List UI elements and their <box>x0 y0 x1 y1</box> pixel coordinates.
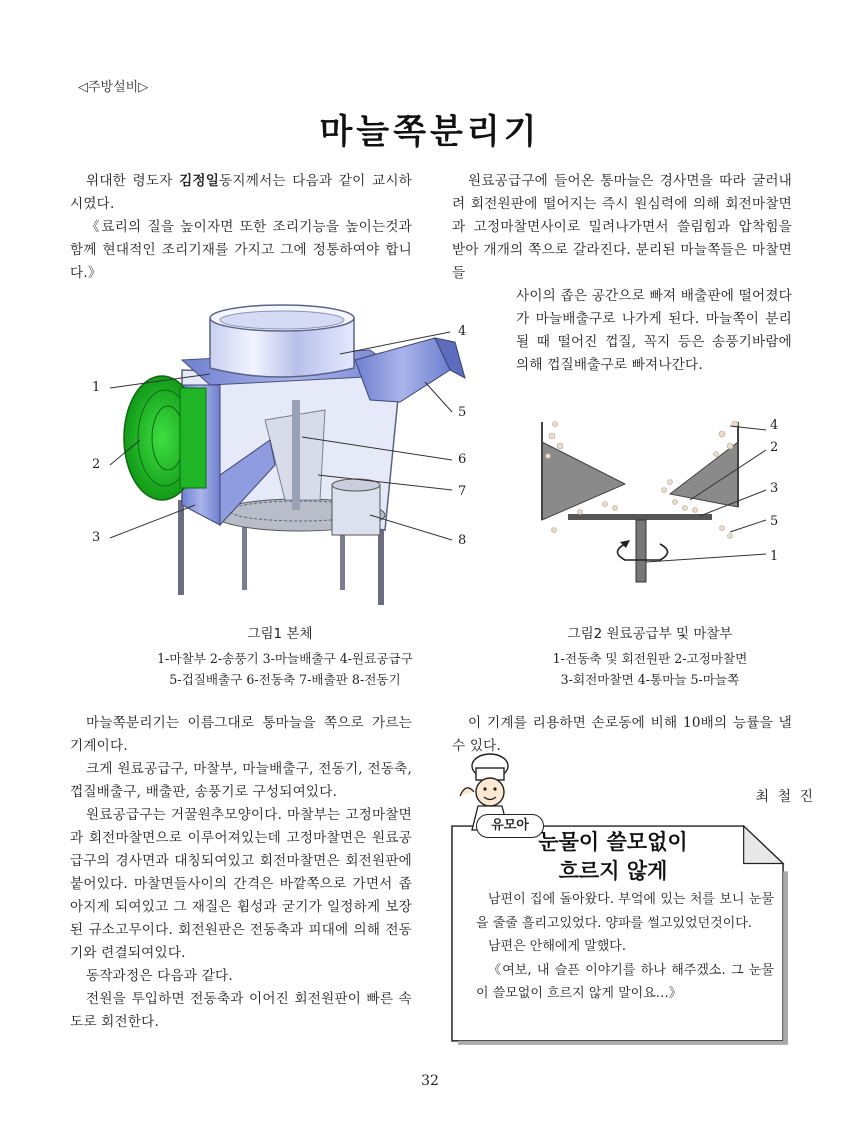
author-name: 최 철 진 <box>755 789 815 805</box>
intro-post: 동지께서는 다음과 같이 교시하시였다. <box>70 173 413 212</box>
humor-title-line2: 흐르지 않게 <box>558 859 668 883</box>
body-paragraph: 원료공급구는 거꿀원추모양이다. 마찰부는 고정마찰면과 회전마찰면으로 이루어져있는데 고정마찰면은 원료공급구의 경사면과 대칭되여있고 회전마찰면은 회전원판에 붙어있다. 마찰면들사이의 간격은 바깥쪽으로 가면서 좁아지게 되여있고 그 재질은 휨성과 굳기가 일정하게 보장된 규소고무이다. 회전원판은 전동축과 피대에 의해 전동기와 련결되여있다. <box>70 807 412 961</box>
figure1-legend <box>60 648 510 690</box>
body-paragraph: 크게 원료공급구, 마찰부, 마늘배출구, 전동기, 전동축, 껍질배출구, 배출판, 송풍기로 구성되여있다. <box>70 761 412 800</box>
humor-text <box>476 888 774 1006</box>
page-number: 32 <box>421 1073 439 1089</box>
figure2-legend-line1: 1-전동축 및 회전원판 2-고정마찰면 <box>552 651 748 666</box>
machine-leg <box>242 520 247 590</box>
machine-leg <box>178 500 184 595</box>
humor-title-line1: 눈물이 쓸모없이 <box>538 830 688 854</box>
figure2-caption: 그림2 원료공급부 및 마찰부 <box>567 626 733 642</box>
fig1-callout-1: 1 <box>92 380 101 395</box>
figure2-legend <box>490 648 810 690</box>
drive-shaft <box>636 520 646 582</box>
fig1-callout-5: 5 <box>458 405 467 420</box>
article-title: 마늘쪽분리기 <box>319 112 541 152</box>
fig2-callout-5: 5 <box>770 514 779 529</box>
husk-outlet-chute <box>355 338 450 402</box>
fig1-callout-8: 8 <box>458 533 467 548</box>
fig1-callout-4: 4 <box>458 324 467 339</box>
fig2-callout-2: 2 <box>770 440 779 455</box>
fixed-friction-cone-right <box>670 442 738 507</box>
humor-badge: 유모아 <box>476 814 544 838</box>
fig1-callout-6: 6 <box>458 452 467 467</box>
intro-quote: 《료리의 질을 높이자면 또한 조리기능을 높이는것과 함께 현대적인 조리기재를 가지고 그에 정통하여야 합니다.》 <box>70 219 412 281</box>
leader-name: 김정일 <box>179 173 220 189</box>
fig2-callout-3: 3 <box>770 481 779 496</box>
figure1-legend-line2: 5-겁질배출구 6-전동축 7-배출판 8-전동기 <box>169 672 401 687</box>
machine-leg <box>340 530 345 590</box>
figure1-machine-illustration <box>70 290 490 620</box>
figure2-legend-line2: 3-회전마찰면 4-통마늘 5-마늘쪽 <box>560 672 740 687</box>
figure1-legend-line1: 1-마찰부 2-송풍기 3-마늘배출구 4-원료공급구 <box>157 651 413 666</box>
humor-paragraph: 《여보, 내 슬픈 이야기를 하나 해주겠소. 그 눈물이 쓸모없이 흐르지 않게 말이요…》 <box>476 962 774 1001</box>
fig1-callout-2: 2 <box>92 457 101 472</box>
intro-teaching <box>70 170 412 216</box>
section-tag: ◁주방설비▷ <box>78 80 149 95</box>
right-wrap-text <box>516 285 792 377</box>
humor-paragraph: 남편은 안해에게 말했다. <box>488 939 626 954</box>
figure2-cross-section <box>530 412 770 597</box>
right-top-text <box>452 170 792 285</box>
body-paragraph: 동작과정은 다음과 같다. <box>86 968 233 984</box>
fig1-callout-7: 7 <box>458 484 467 499</box>
drive-shaft <box>292 400 300 510</box>
fig1-callout-3: 3 <box>92 530 101 545</box>
figure1-caption: 그림1 본체 <box>247 626 313 642</box>
motor <box>332 485 380 535</box>
fig2-callout-4: 4 <box>770 418 779 433</box>
body-paragraph: 마늘쪽분리기는 이름그대로 통마늘을 쪽으로 가르는 기계이다. <box>70 715 412 754</box>
intro-block <box>70 170 412 285</box>
right-top-paragraph: 원료공급구에 들어온 통마늘은 경사면을 따라 굴러내려 회전원판에 떨어지는 즉시 원심력에 의해 회전마찰면과 고정마찰면사이로 밀려나가면서 쓸림힘과 압착힘을 받아 개개의 쪽으로 갈라진다. 분리된 마늘쪽들은 마찰면들 <box>452 173 792 281</box>
body-left <box>70 712 412 1034</box>
humor-title <box>448 828 778 886</box>
fig2-callout-1: 1 <box>770 549 779 564</box>
rotating-disc <box>568 514 712 520</box>
humor-paragraph: 남편이 집에 돌아왔다. 부엌에 있는 처를 보니 눈물을 줄줄 흘리고있었다. 양파를 썰고있었던것이다. <box>476 892 774 931</box>
right-wrap-paragraph: 사이의 좁은 공간으로 빠져 배출판에 떨어졌다가 마늘배출구로 나가게 된다. 마늘쪽이 분리될 때 떨어진 껍질, 꼭지 등은 송풍기바람에 의해 껍질배출구로 빠져나간다. <box>516 288 792 373</box>
body-right-paragraph: 이 기계를 리용하면 손로동에 비해 10배의 능률을 낼수 있다. <box>452 715 792 754</box>
body-paragraph: 전원을 투입하면 전동축과 이어진 회전원판이 빠른 속도로 회전한다. <box>70 991 412 1030</box>
intro-pre: 위대한 령도자 <box>86 173 180 189</box>
